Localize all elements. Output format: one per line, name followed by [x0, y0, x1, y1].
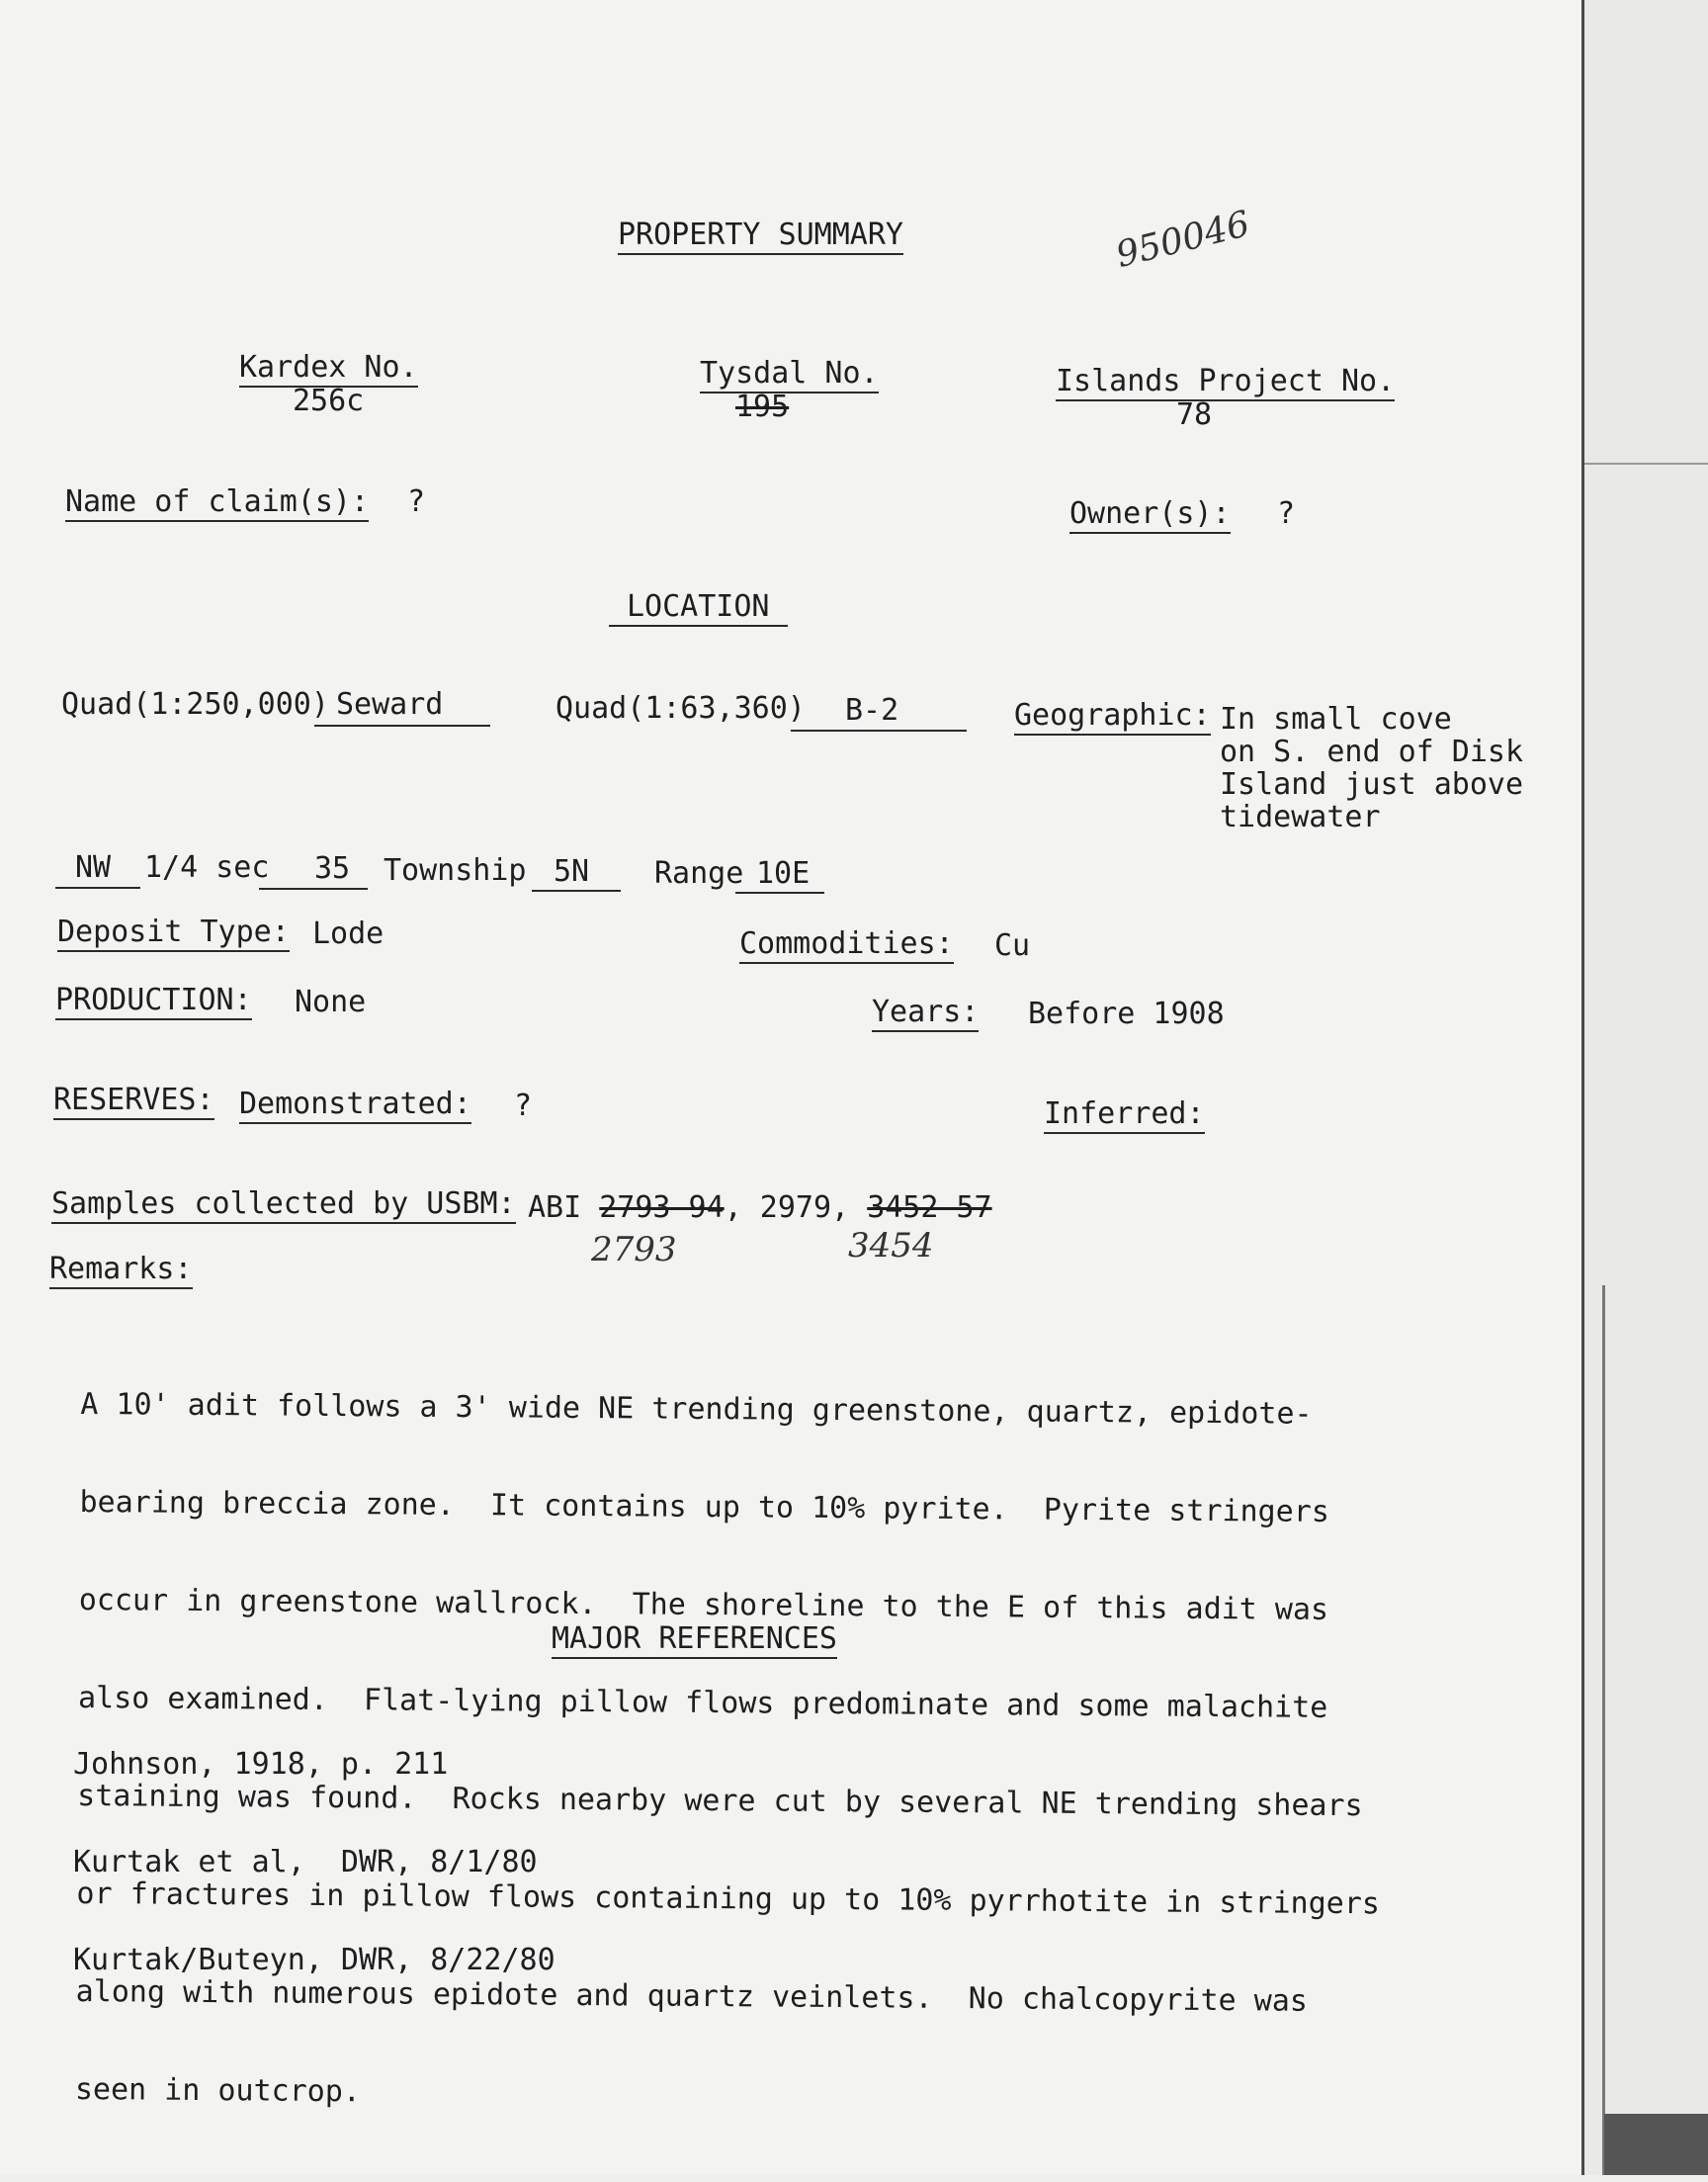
quad250-blank: [314, 725, 490, 727]
range-value: 10E: [756, 856, 811, 891]
owners-value: ?: [1277, 496, 1296, 531]
geographic-line: tidewater: [1220, 800, 1381, 834]
quarter-label: 1/4 sec: [144, 850, 270, 885]
reference-item: Johnson, 1918, p. 211: [73, 1747, 449, 1782]
scanner-edge: [1581, 0, 1708, 2175]
samples-struck-range-1: 2793-94: [599, 1190, 725, 1225]
quad250-value: Seward: [336, 687, 444, 722]
section-value: 35: [314, 851, 351, 886]
geographic-label: Geographic:: [1014, 700, 1211, 736]
samples-prefix: ABI: [528, 1190, 582, 1225]
geographic-line: on S. end of Disk: [1220, 735, 1524, 769]
samples-values: [528, 1192, 992, 1224]
reference-item: Kurtak/Buteyn, DWR, 8/22/80: [73, 1943, 555, 1977]
kardex-value: 256c: [293, 384, 365, 418]
production-label: PRODUCTION:: [55, 985, 252, 1020]
reserves-label: RESERVES:: [53, 1085, 214, 1120]
quarter-value: NW: [75, 850, 112, 885]
references-list: [73, 1683, 555, 2042]
page-title: PROPERTY SUMMARY: [618, 219, 903, 255]
township-blank: [532, 890, 621, 892]
range-label: Range: [654, 856, 744, 891]
tysdal-label: Tysdal No.: [700, 358, 879, 393]
deposit-type-label: Deposit Type:: [57, 916, 290, 952]
handwritten-document-id: 950046: [1112, 203, 1254, 277]
samples-handwritten-2: 3454: [848, 1226, 934, 1266]
years-label: Years:: [872, 997, 979, 1032]
production-value: None: [295, 985, 367, 1019]
edge-line: [1602, 1285, 1605, 2175]
samples-separator: , 2979,: [724, 1190, 868, 1225]
township-label: Township: [384, 853, 527, 888]
remarks-line: also examined. Flat-lying pillow flows predominate and some malachite: [77, 1680, 1328, 1725]
inferred-label: Inferred:: [1044, 1098, 1205, 1134]
quad63-blank: [791, 730, 967, 732]
deposit-type-value: Lode: [312, 916, 384, 951]
remarks-line: staining was found. Rocks nearby were cut by several NE trending shears: [77, 1778, 1363, 1824]
samples-handwritten-1: 2793: [591, 1230, 677, 1269]
section-blank: [259, 888, 368, 890]
samples-label: Samples collected by USBM:: [51, 1188, 516, 1224]
islands-project-label: Islands Project No.: [1056, 366, 1395, 401]
edge-shadow: [1604, 2114, 1708, 2175]
years-value: Before 1908: [1028, 997, 1225, 1031]
remarks-line: seen in outcrop.: [74, 2071, 362, 2110]
claims-label: Name of claim(s):: [65, 486, 369, 522]
samples-struck-range-2: 3452-57: [867, 1190, 992, 1225]
township-value: 5N: [554, 854, 590, 889]
remarks-line: A 10' adit follows a 3' wide NE trending greenstone, quartz, epidote-: [80, 1386, 1313, 1432]
commodities-value: Cu: [994, 928, 1031, 963]
remarks-line: bearing breccia zone. It contains up to 10% pyrite. Pyrite stringers: [79, 1484, 1329, 1529]
tysdal-value-struck: 195: [735, 390, 790, 424]
tysdal-value: [735, 392, 789, 423]
location-heading: LOCATION: [609, 591, 788, 627]
demonstrated-label: Demonstrated:: [239, 1089, 471, 1124]
islands-project-value: 78: [1176, 397, 1213, 432]
geographic-line: Island just above: [1220, 767, 1524, 802]
commodities-label: Commodities:: [739, 928, 954, 964]
references-heading: MAJOR REFERENCES: [552, 1623, 837, 1659]
remarks-label: Remarks:: [49, 1254, 193, 1289]
owners-label: Owner(s):: [1069, 498, 1231, 534]
remarks-line: occur in greenstone wallrock. The shoreline to the E of this adit was: [78, 1582, 1329, 1627]
range-blank: [735, 892, 824, 894]
reference-item: Kurtak et al, DWR, 8/1/80: [73, 1845, 538, 1879]
claims-value: ?: [407, 484, 426, 519]
edge-divider: [1584, 463, 1708, 465]
quad63-label: Quad(1:63,360): [555, 691, 806, 726]
remarks-line: along with numerous epidote and quartz veinlets. No chalcopyrite was: [75, 1973, 1309, 2019]
quarter-blank: [55, 887, 140, 889]
quad250-label: Quad(1:250,000): [61, 687, 329, 722]
kardex-label: Kardex No.: [239, 352, 418, 388]
geographic-line: In small cove: [1220, 702, 1452, 737]
demonstrated-value: ?: [514, 1089, 533, 1123]
remarks-line: or fractures in pillow flows containing up to 10% pyrrhotite in stringers: [76, 1876, 1381, 1922]
quad63-value: B-2: [845, 693, 899, 728]
